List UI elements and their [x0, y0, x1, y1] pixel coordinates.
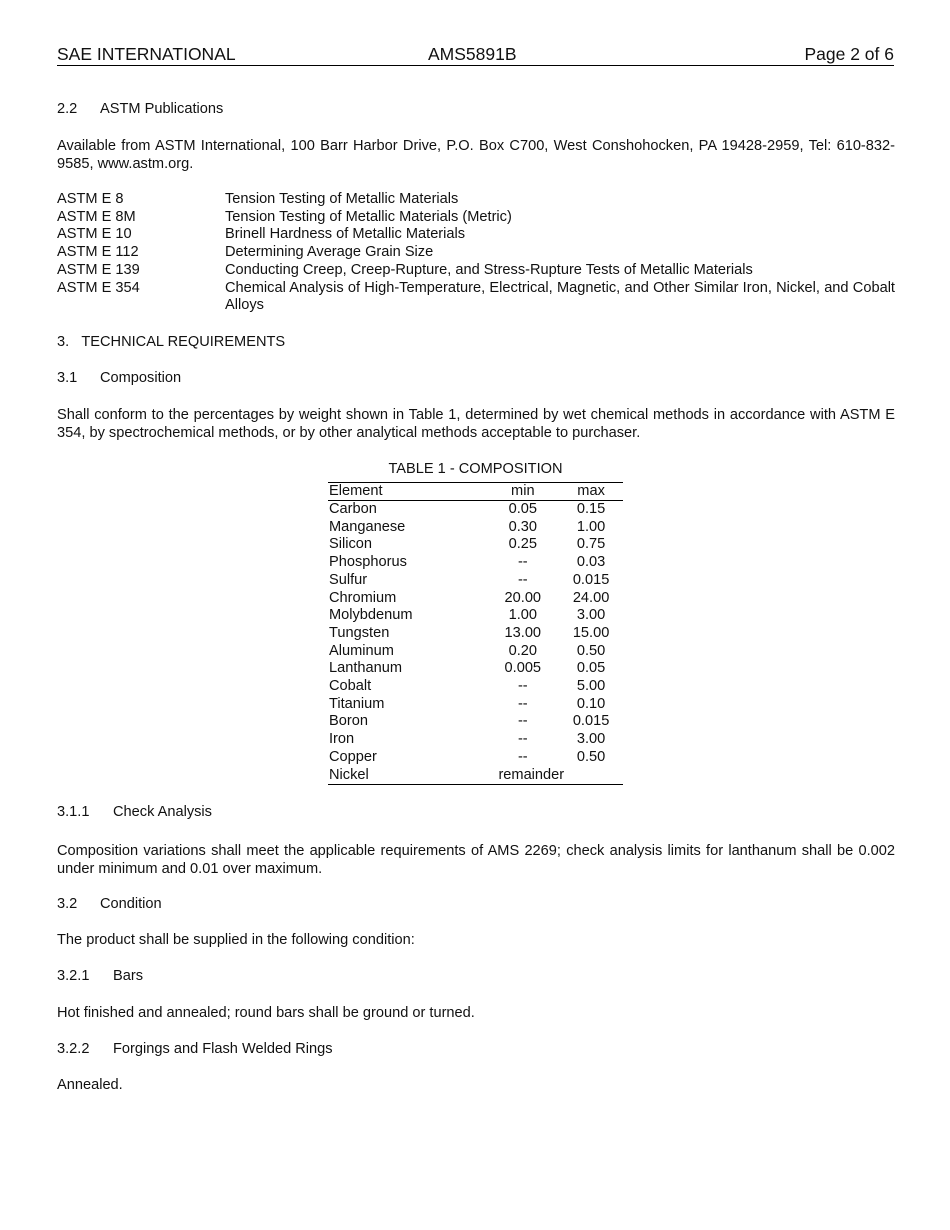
max-cell: 15.00: [572, 624, 610, 641]
max-cell: 0.03: [576, 554, 606, 571]
min-cell: 13.00: [504, 624, 542, 641]
min-cell: 0.30: [508, 518, 537, 535]
min-cell: 1.00: [508, 607, 537, 624]
section-3-2-2-heading: 3.2.2 Forgings and Flash Welded Rings: [57, 1041, 333, 1057]
element-cell: Carbon: [329, 501, 377, 517]
table-row: [328, 607, 623, 625]
section-3-heading: 3. TECHNICAL REQUIREMENTS: [57, 334, 286, 350]
condition-text: The product shall be supplied in the following condition:: [57, 932, 415, 948]
min-cell: --: [517, 713, 528, 730]
element-cell: Copper: [329, 748, 377, 765]
max-cell: 3.00: [576, 731, 606, 748]
column-header-max: max: [559, 483, 623, 501]
header-doc-number: AMS5891B: [428, 44, 517, 64]
header-org: SAE INTERNATIONAL: [57, 44, 236, 64]
max-cell: 24.00: [572, 589, 610, 606]
table-row: [328, 713, 623, 731]
element-cell: Boron: [329, 713, 368, 730]
min-cell: --: [517, 678, 528, 695]
element-cell: Chromium: [329, 589, 397, 606]
table-row: [328, 660, 623, 678]
max-cell: 3.00: [576, 607, 606, 624]
reference-item: ASTM E 354 Chemical Analysis of High-Temperature, Electrical, Magnetic, and Other Similar Iron, Nickel, and Cobalt Alloys: [57, 279, 895, 314]
page-header: [57, 44, 894, 66]
header-page-number: Page 2 of 6: [804, 44, 894, 64]
min-cell: 0.05: [508, 501, 537, 517]
bars-text: Hot finished and annealed; round bars shall be ground or turned.: [57, 1005, 475, 1021]
column-header-element: Element: [328, 483, 486, 501]
table-row: [328, 731, 623, 749]
table-row: [328, 554, 623, 572]
section-3-1-heading: 3.1 Composition: [57, 370, 182, 386]
element-cell: Tungsten: [329, 624, 390, 641]
element-cell: Nickel: [329, 766, 369, 783]
section-3-2-heading: 3.2 Condition: [57, 896, 162, 912]
min-cell: 0.005: [504, 660, 542, 677]
reference-item: ASTM E 112 Determining Average Grain Size: [57, 244, 434, 261]
min-cell: --: [517, 748, 528, 765]
table-row: [328, 643, 623, 661]
element-cell: Titanium: [329, 695, 385, 712]
composition-table-body: [328, 501, 623, 785]
element-cell: Molybdenum: [329, 607, 413, 624]
table-header-row: [328, 483, 623, 501]
reference-item: ASTM E 139 Conducting Creep, Creep-Rupture, and Stress-Rupture Tests of Metallic Materials: [57, 261, 753, 278]
min-cell: 20.00: [504, 589, 542, 606]
max-cell: 0.15: [576, 501, 606, 517]
max-cell: 1.00: [576, 518, 606, 535]
element-cell: Silicon: [329, 536, 372, 553]
section-2-2-heading: 2.2 ASTM Publications: [57, 101, 224, 117]
max-cell: 0.015: [572, 571, 610, 588]
section-3-2-1-heading: 3.2.1 Bars: [57, 968, 144, 984]
max-cell: 0.05: [576, 660, 606, 677]
composition-text: Shall conform to the percentages by weight shown in Table 1, determined by wet chemical methods in accordance with ASTM E 354, by spectrochemical methods, or by other analytical methods acceptable to purchaser.: [57, 407, 895, 441]
astm-reference-list: [57, 191, 895, 315]
element-cell: Cobalt: [329, 678, 372, 695]
table-row: [328, 590, 623, 608]
table-row: [328, 749, 623, 767]
max-cell: 0.015: [572, 713, 610, 730]
table-row: [328, 572, 623, 590]
table-row: [328, 501, 623, 519]
section-3-1-1-heading: 3.1.1 Check Analysis: [57, 804, 212, 820]
reference-item: ASTM E 10 Brinell Hardness of Metallic Materials: [57, 226, 466, 243]
min-cell: --: [517, 695, 528, 712]
max-cell: 0.10: [576, 695, 606, 712]
min-cell: --: [517, 571, 528, 588]
table-row: [328, 536, 623, 554]
astm-availability-text: Available from ASTM International, 100 Barr Harbor Drive, P.O. Box C700, West Conshohocken, PA 19428-2959, Tel: 610-832-9585, www.astm.org.: [57, 138, 895, 172]
check-analysis-text: Composition variations shall meet the applicable requirements of AMS 2269; check analysis limits for lanthanum shall be 0.002 under minimum and 0.01 over maximum.: [57, 843, 895, 877]
forgings-text: Annealed.: [57, 1077, 123, 1093]
min-cell: 0.20: [508, 642, 537, 659]
element-cell: Manganese: [329, 518, 406, 535]
min-cell: --: [517, 731, 528, 748]
min-cell: 0.25: [508, 536, 537, 553]
min-cell: --: [517, 554, 528, 571]
reference-item: ASTM E 8 Tension Testing of Metallic Materials: [57, 191, 459, 207]
composition-table: [328, 482, 623, 785]
remainder-cell: remainder: [498, 766, 565, 783]
table-1-caption: TABLE 1 - COMPOSITION: [388, 461, 563, 477]
max-cell: 0.75: [576, 536, 606, 553]
element-cell: Lanthanum: [329, 660, 403, 677]
table-row: [328, 625, 623, 643]
element-cell: Aluminum: [329, 642, 394, 659]
table-row: [328, 519, 623, 537]
table-row: [328, 696, 623, 714]
max-cell: 0.50: [576, 748, 606, 765]
element-cell: Iron: [329, 731, 355, 748]
table-row-nickel: [328, 767, 623, 785]
reference-item: ASTM E 8M Tension Testing of Metallic Materials (Metric): [57, 208, 512, 225]
column-header-min: min: [486, 483, 559, 501]
table-row: [328, 678, 623, 696]
max-cell: 5.00: [576, 678, 606, 695]
max-cell: 0.50: [576, 642, 606, 659]
element-cell: Phosphorus: [329, 554, 407, 571]
element-cell: Sulfur: [329, 571, 368, 588]
